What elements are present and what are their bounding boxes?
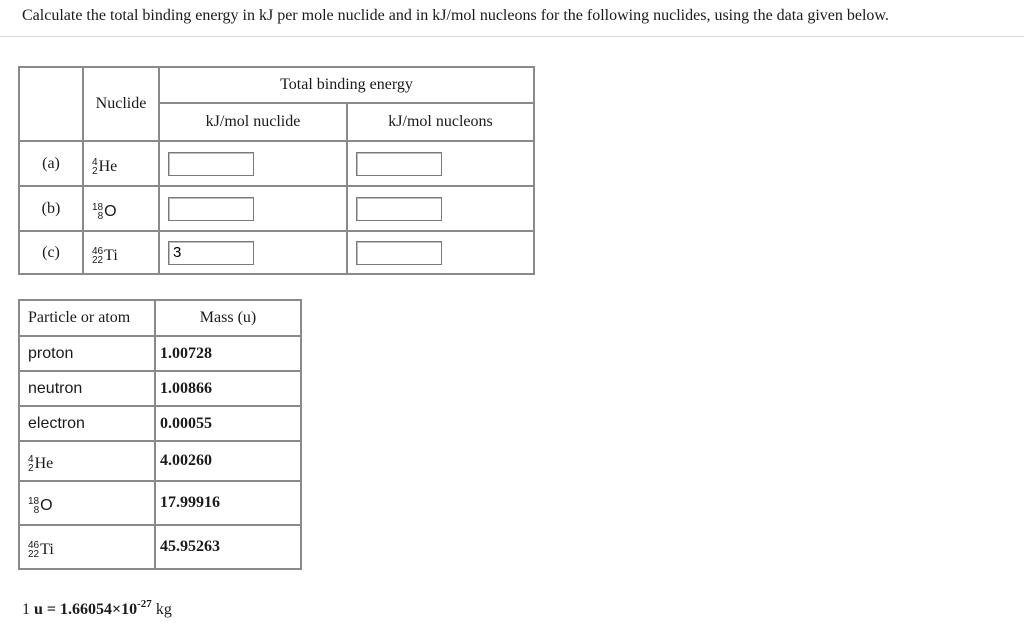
- mass-value: 45.95263: [155, 525, 301, 569]
- element-symbol: Ti: [104, 246, 118, 264]
- header-mass: Mass (u): [155, 300, 301, 336]
- table-row: [19, 371, 301, 406]
- table-row: [19, 406, 301, 441]
- header-particle: Particle or atom: [19, 300, 155, 336]
- footnote-unit: u: [34, 601, 43, 618]
- header-kj-mol-nuclide: kJ/mol nuclide: [159, 103, 347, 141]
- input-cell: [159, 186, 347, 231]
- atomic-number: 2: [28, 463, 34, 474]
- nuclide-symbol: [19, 525, 155, 569]
- mass-number: 18: [28, 496, 40, 507]
- mass-data-table: [18, 299, 302, 570]
- header-nuclide: Nuclide: [83, 67, 159, 141]
- divider: [0, 36, 1024, 37]
- particle-name: neutron: [19, 371, 155, 406]
- footnote-exponent: -27: [137, 598, 152, 610]
- particle-name: proton: [19, 336, 155, 371]
- footnote-prefix: 1: [22, 601, 34, 618]
- row-label: (a): [19, 141, 83, 186]
- table-row: [19, 141, 534, 186]
- table-row: [19, 525, 301, 569]
- mass-number: 46: [28, 540, 40, 551]
- footnote-value: = 1.66054×10: [42, 601, 138, 618]
- atomic-number: 8: [33, 505, 40, 516]
- kj-mol-nucleons-input-a[interactable]: [356, 152, 442, 176]
- unit-conversion-note: [22, 598, 172, 619]
- mass-number: 18: [92, 201, 104, 213]
- nuclide-symbol: [83, 141, 159, 186]
- input-cell: [347, 186, 534, 231]
- kj-mol-nucleons-input-c[interactable]: [356, 241, 442, 265]
- element-symbol: O: [104, 202, 117, 220]
- atomic-number: 2: [92, 165, 98, 177]
- atomic-number: 22: [28, 549, 40, 560]
- input-cell: [159, 141, 347, 186]
- nuclide-symbol: [19, 481, 155, 525]
- binding-energy-table: [18, 66, 535, 275]
- input-cell: [159, 231, 347, 274]
- nuclide-symbol: [83, 231, 159, 274]
- header-blank-cell: [19, 67, 83, 141]
- table-row: [19, 231, 534, 274]
- mass-value: 0.00055: [155, 406, 301, 441]
- atomic-number: 8: [97, 210, 104, 222]
- element-symbol: O: [40, 497, 53, 514]
- kj-mol-nuclide-input-b[interactable]: [168, 197, 254, 221]
- element-symbol: He: [98, 157, 118, 175]
- mass-value: 1.00728: [155, 336, 301, 371]
- kj-mol-nucleons-input-b[interactable]: [356, 197, 442, 221]
- footnote-suffix: kg: [151, 601, 172, 618]
- header-total-binding-energy: Total binding energy: [159, 67, 534, 103]
- mass-value: 1.00866: [155, 371, 301, 406]
- header-kj-mol-nucleons: kJ/mol nucleons: [347, 103, 534, 141]
- element-symbol: Ti: [40, 541, 54, 558]
- table-row: [19, 336, 301, 371]
- row-label: (b): [19, 186, 83, 231]
- mass-number: 4: [28, 454, 34, 465]
- table-row: [19, 186, 534, 231]
- element-symbol: He: [34, 455, 54, 472]
- particle-name: electron: [19, 406, 155, 441]
- nuclide-symbol: [83, 186, 159, 231]
- table-row: [19, 481, 301, 525]
- atomic-number: 22: [92, 254, 104, 266]
- kj-mol-nuclide-input-a[interactable]: [168, 152, 254, 176]
- question-text: Calculate the total binding energy in kJ per mole nuclide and in kJ/mol nucleons for the following nuclides, using the data given below.: [22, 7, 889, 24]
- input-cell: [347, 231, 534, 274]
- mass-value: 4.00260: [155, 441, 301, 481]
- kj-mol-nuclide-input-c[interactable]: [168, 241, 254, 265]
- mass-value: 17.99916: [155, 481, 301, 525]
- nuclide-symbol: [19, 441, 155, 481]
- table-row: [19, 441, 301, 481]
- row-label: (c): [19, 231, 83, 274]
- mass-number: 46: [92, 245, 104, 257]
- input-cell: [347, 141, 534, 186]
- mass-number: 4: [92, 156, 98, 168]
